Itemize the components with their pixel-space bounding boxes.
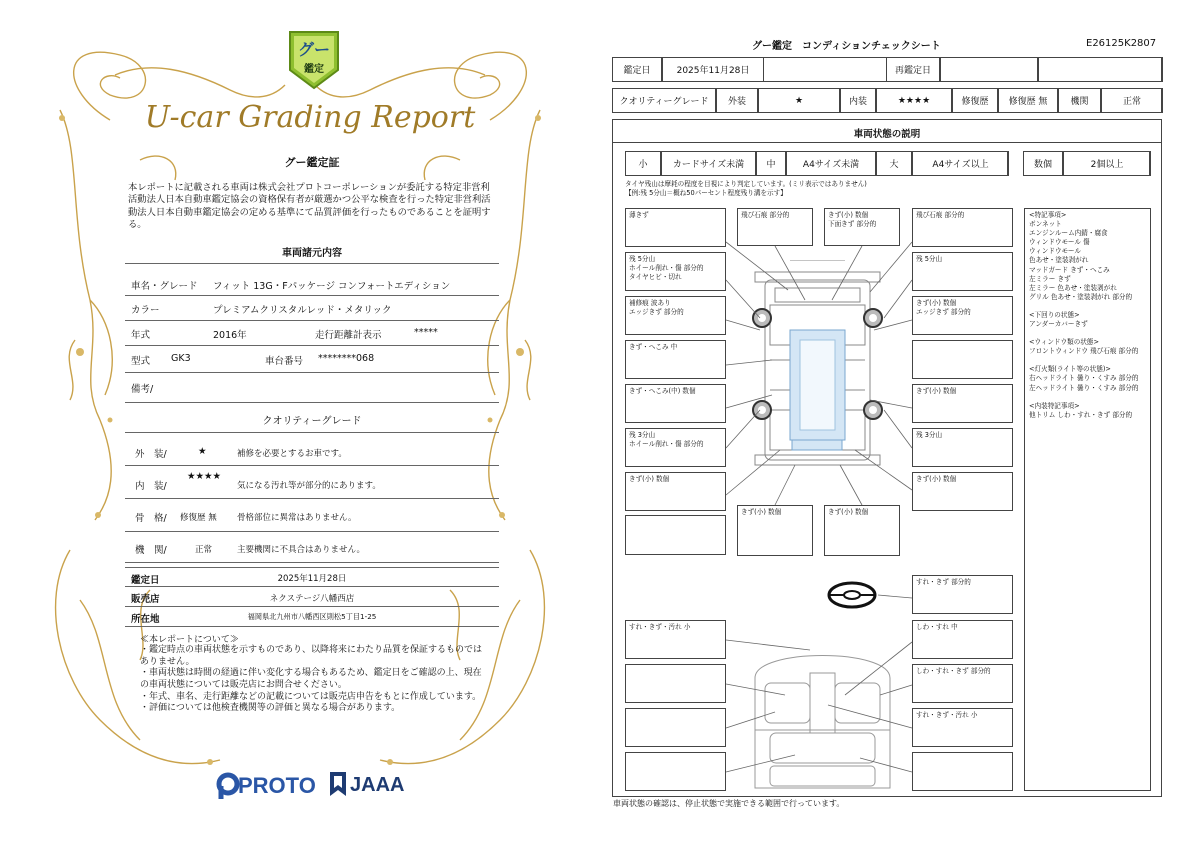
condition-line: きず・へこみ 中 [629, 343, 678, 351]
proto-logo [216, 770, 326, 800]
model-label: 型式 [131, 356, 151, 367]
quality-value: 修復歴 無 [180, 513, 217, 523]
note-line: ウィンドウモール [1029, 247, 1081, 256]
quality-row-frame [125, 499, 499, 532]
tire-note-1: タイヤ残山は摩耗の程度を目視により判定しています。(ミリ表示ではありません) [625, 180, 867, 188]
condition-line: 残 5分山 [629, 255, 656, 263]
engine-value: 正常 [1101, 88, 1163, 113]
exterior-label: 外装 [716, 88, 758, 113]
shop-value: ネクステージ八幡西店 [269, 594, 355, 604]
condition-line: すれ・きず 部分的 [916, 578, 971, 586]
note-line: アンダーカバーきず [1029, 320, 1088, 329]
note-line: <灯火類(ライト等の状態)> [1029, 365, 1111, 374]
note-item: ・鑑定時点の車両状態を示すものであり、以降将来にわたり品質を保証するものではありません。 [140, 645, 483, 667]
color-label: カラー [131, 305, 160, 316]
quality-label: 機 関/ [135, 545, 167, 556]
condition-line: 薄きず [629, 211, 649, 219]
condition-line: ホイール削れ・傷 部分的 [629, 440, 704, 449]
mileage-value: ***** [414, 327, 438, 338]
jaaa-text: JAAA [350, 774, 405, 796]
remarks-label: 備考/ [131, 384, 154, 395]
condition-line: 飛び石痕 部分的 [916, 211, 965, 219]
condition-line: きず(小) 数個 [916, 475, 957, 483]
engine-label: 機関 [1058, 88, 1101, 113]
condition-line: 下面きず 部分的 [828, 220, 877, 229]
certificate-intro: 本レポートに記載される車両は株式会社プロトコーポレーションが委託する特定非営利活動法人日本自動車鑑定協会の資格保有者が厳選かつ公平な検査を行った特定非営利活動法人日本自動車鑑定協会の定める基準にて品質評価を行ったものであることを証明する。 [128, 182, 491, 231]
color-value: プレミアムクリスタルレッド・メタリック [213, 305, 392, 316]
address-value: 福岡県北九州市八幡西区則松5丁目1-25 [247, 612, 377, 621]
spec-row-year [125, 321, 499, 346]
condition-line: エッジきず 部分的 [629, 308, 684, 317]
note-line: 左ミラー きず [1029, 274, 1071, 283]
note-line [1029, 302, 1146, 311]
reappraisal-label: 再鑑定日 [886, 57, 940, 82]
year-label: 年式 [131, 330, 151, 341]
condition-line: きず(小) 数個 [828, 211, 869, 219]
proto-text: PROTO [238, 773, 316, 798]
spec-row-remarks [125, 373, 499, 403]
appraisal-date-row [125, 567, 499, 587]
state-title: 車両状態の説明 [613, 120, 1161, 143]
spec-section-title: 車両諸元内容 [125, 244, 499, 264]
quality-desc: 骨格部位に異常はありません。 [237, 513, 357, 523]
condition-line: 残 3分山 [629, 431, 656, 439]
note-item: ・年式、車名、走行距離などの記載については販売店申告をもとに作成しています。 [140, 691, 482, 702]
note-line: <特記事項> [1029, 211, 1067, 219]
condition-line: きず(小) 数個 [741, 508, 782, 516]
quality-section-title: クオリティーグレード [125, 403, 499, 433]
condition-check-sheet [600, 0, 1200, 848]
note-line: フロントウィンドウ 飛び石痕 部分的 [1029, 347, 1139, 356]
name-value: フィット 13G・Fパッケージ コンフォートエディション [213, 281, 451, 292]
condition-line: ホイール削れ・傷 部分的 [629, 264, 704, 273]
note-line: 左ヘッドライト 曇り・くすみ 部分的 [1029, 383, 1139, 392]
note-line: <内装特記事項> [1029, 401, 1080, 410]
condition-line: きず(小) 数個 [828, 508, 869, 516]
shop-label: 販売店 [131, 594, 160, 605]
note-line: <下回りの状態> [1029, 310, 1080, 319]
note-line [1029, 393, 1146, 402]
repair-value: 修復歴 無 [998, 88, 1058, 113]
address-label: 所在地 [131, 614, 160, 625]
notes-title: ≪本レポートについて≫ [140, 635, 239, 645]
note-line: 右ヘッドライト 曇り・くすみ 部分的 [1029, 374, 1139, 383]
note-line: エンジンルーム内錆・腐食 [1029, 229, 1108, 238]
note-line: 左ミラー 色あせ・塗装剥がれ [1029, 283, 1117, 292]
note-line: ウィンドウモール 傷 [1029, 238, 1090, 247]
note-line: 他トリム しわ・すれ・きず 部分的 [1029, 410, 1133, 419]
appraisal-date-label: 鑑定日 [612, 57, 662, 82]
condition-line: すれ・きず・汚れ 小 [916, 711, 978, 719]
quality-row-interior [125, 466, 499, 499]
jaaa-logo [328, 770, 408, 800]
date-label: 鑑定日 [131, 575, 160, 586]
interior-label: 内装 [840, 88, 876, 113]
sheet-title: グー鑑定 コンディションチェックシート [752, 41, 941, 52]
tire-note-2: 【例:残 5分山＝概ね50パーセント程度残り溝を示す】 [625, 189, 787, 197]
footer-note: 車両状態の確認は、停止状態で実施できる範囲で行っています。 [613, 799, 845, 808]
note-line: <ウィンドウ類の状態> [1029, 338, 1099, 347]
note-item: ・評価については他検査機関等の評価と異なる場合があります。 [140, 703, 401, 714]
year-value: 2016年 [213, 330, 247, 341]
legend-count: 数個 [1023, 151, 1063, 176]
quality-value: ★★★★ [187, 471, 222, 482]
chassis-value: ********068 [318, 353, 375, 364]
quality-row-exterior [125, 433, 499, 466]
note-line: マッドガード きず・へこみ [1029, 265, 1110, 274]
legend-medium-desc: A4サイズ未満 [786, 151, 876, 176]
condition-line: 飛び石痕 部分的 [741, 211, 790, 219]
note-line: ボンネット [1029, 220, 1062, 229]
quality-value: ★ [198, 446, 207, 457]
legend-large-desc: A4サイズ以上 [912, 151, 1009, 176]
quality-label: 内 装/ [135, 481, 167, 492]
condition-line: きず(小) 数個 [916, 299, 957, 307]
note-item: ・車両状態は時間の経過に伴い変化する場合もあるため、鑑定日をご確認の上、現在の車両状態については販売店にお問合せください。 [140, 668, 482, 691]
badge-bottom-text: 鑑定 [304, 64, 324, 75]
condition-line: エッジきず 部分的 [916, 308, 971, 317]
condition-line: 残 5分山 [916, 255, 943, 263]
goo-appraisal-badge [286, 28, 342, 92]
legend-count-desc: 2個以上 [1063, 151, 1151, 176]
appraisal-date-value: 2025年11月28日 [662, 57, 764, 82]
note-line: 色あせ・塗装剥がれ [1029, 256, 1089, 265]
date-value: 2025年11月28日 [277, 574, 347, 584]
condition-line: しわ・すれ・きず 部分的 [916, 667, 991, 675]
name-label: 車名・グレード [131, 281, 198, 292]
legend-large: 大 [876, 151, 912, 176]
special-notes-panel [1024, 208, 1151, 791]
condition-line: タイヤヒビ・切れ [629, 273, 682, 282]
notes-list [140, 645, 490, 715]
condition-line: しわ・すれ 中 [916, 623, 958, 631]
spec-row-model [125, 346, 499, 373]
repair-label: 修復歴 [952, 88, 998, 113]
quality-row-engine [125, 532, 499, 563]
condition-line: きず(小) 数個 [916, 387, 957, 395]
condition-line: きず・へこみ(中) 数個 [629, 387, 696, 395]
quality-desc: 補修を必要とするお車です。 [237, 449, 347, 459]
legend-small: 小 [625, 151, 661, 176]
spec-row-name [125, 272, 499, 296]
condition-line: 補修痕 波あり [629, 299, 671, 307]
quality-desc: 主要機関に不具合はありません。 [237, 545, 366, 555]
interior-value: ★★★★ [876, 88, 952, 113]
model-value: GK3 [171, 353, 191, 364]
quality-label: 骨 格/ [135, 513, 167, 524]
document-id: E26125K2807 [1086, 38, 1157, 49]
quality-label: 外 装/ [135, 449, 167, 460]
legend-small-desc: カードサイズ未満 [661, 151, 756, 176]
address-row [125, 607, 499, 627]
quality-value: 正常 [195, 545, 213, 555]
certificate-title: グー鑑定証 [284, 156, 340, 169]
condition-line: すれ・きず・汚れ 小 [629, 623, 691, 631]
grade-label: クオリティーグレード [612, 88, 716, 113]
quality-desc: 気になる汚れ等が部分的にあります。 [237, 481, 381, 491]
condition-line: 残 3分山 [916, 431, 943, 439]
exterior-value: ★ [758, 88, 840, 113]
chassis-label: 車台番号 [265, 356, 304, 367]
note-line: グリル 色あせ・塗装剥がれ 部分的 [1029, 292, 1133, 301]
condition-line: きず(小) 数個 [629, 475, 670, 483]
script-title: U-car Grading Report [144, 100, 476, 135]
shop-row [125, 587, 499, 607]
legend-medium: 中 [756, 151, 786, 176]
mileage-label: 走行距離計表示 [315, 330, 382, 341]
note-line [1029, 356, 1146, 365]
badge-top-text: グー [297, 40, 330, 59]
note-line [1029, 329, 1146, 338]
spec-row-color [125, 296, 499, 321]
